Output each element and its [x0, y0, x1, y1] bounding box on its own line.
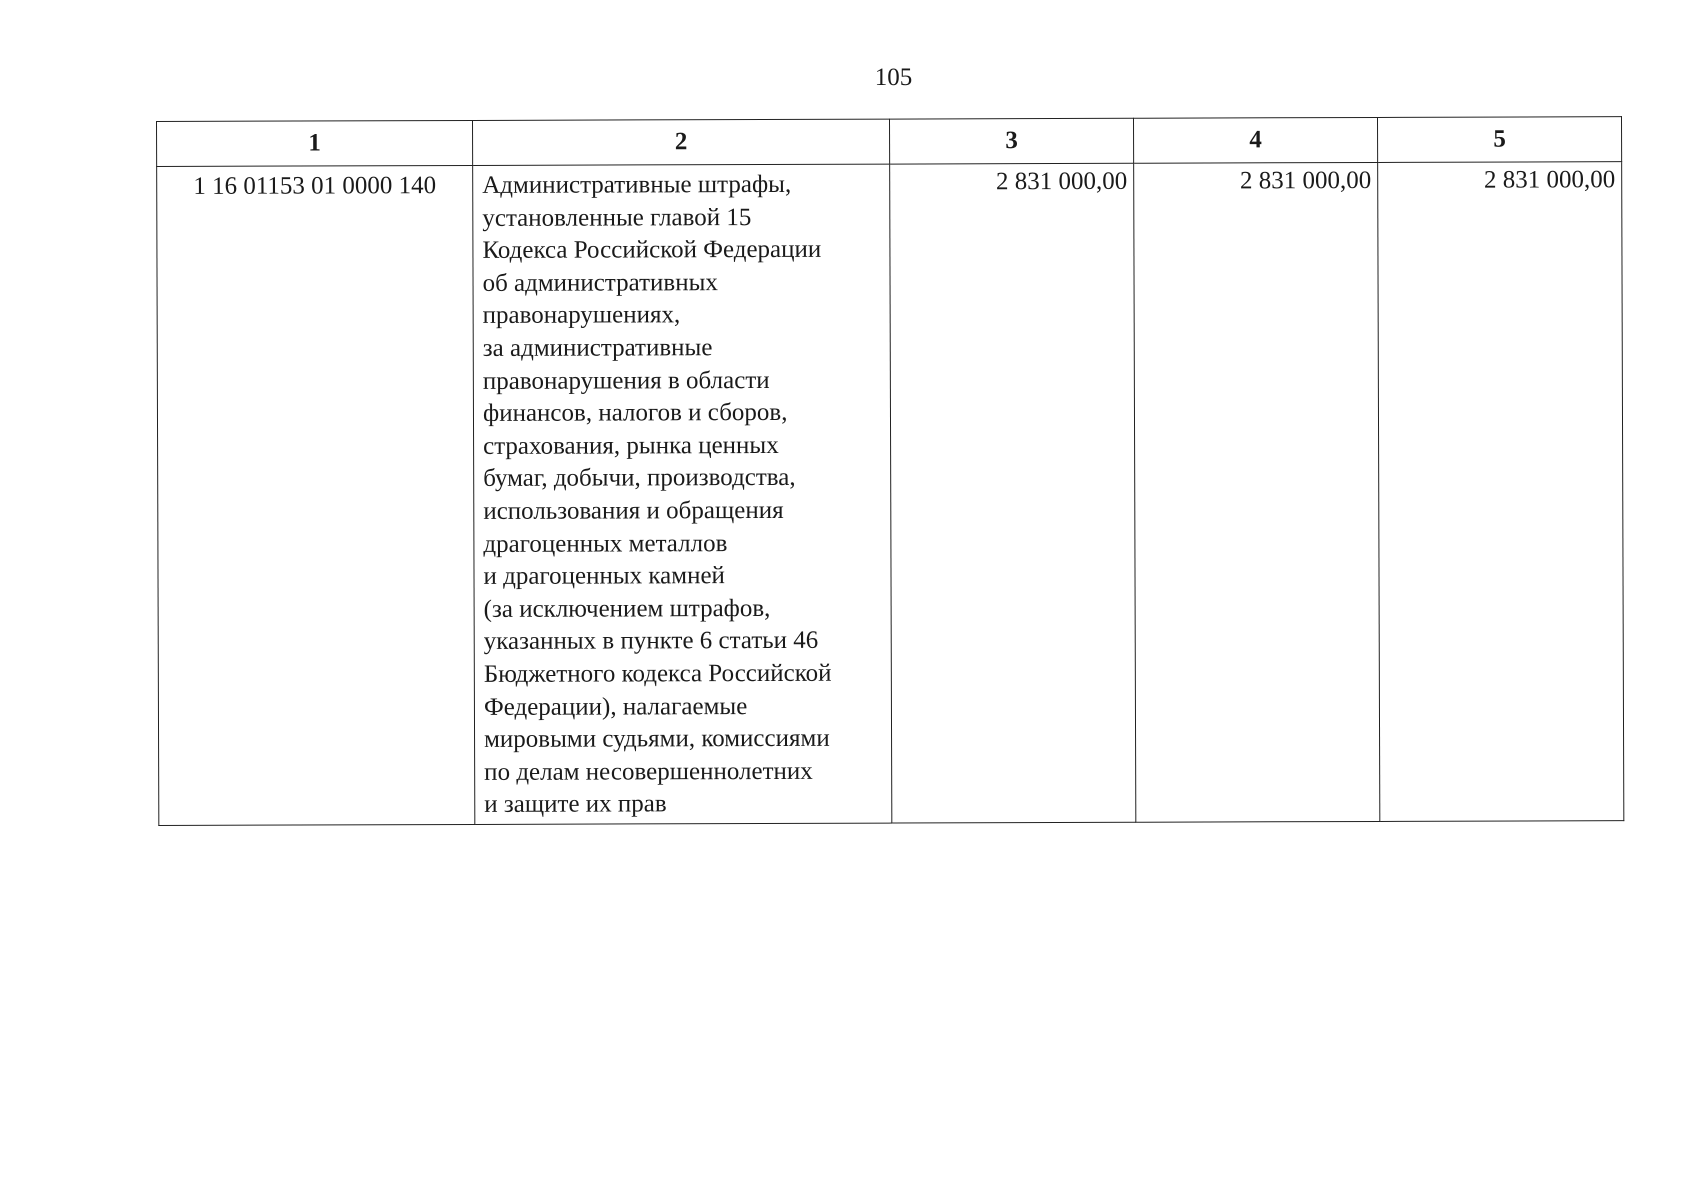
- description-line: правонарушениях,: [482, 301, 681, 330]
- description-line: Административные штрафы,: [482, 170, 792, 199]
- description-line: мировыми судьями, комиссиями: [484, 724, 830, 754]
- description-line: (за исключением штрафов,: [483, 594, 771, 623]
- amount-column-5: 2 831 000,00: [1378, 162, 1624, 822]
- description-line: драгоценных металлов: [483, 529, 728, 558]
- description-line: Федерации), налагаемые: [483, 692, 748, 721]
- description-line: и защите их прав: [484, 790, 667, 819]
- description-line: правонарушения в области: [482, 366, 770, 395]
- description-line: Бюджетного кодекса Российской: [483, 659, 832, 688]
- column-header-amount-3: 3: [889, 118, 1133, 164]
- amount-column-4: 2 831 000,00: [1134, 162, 1380, 822]
- description-line: по делам несовершеннолетних: [484, 757, 813, 786]
- budget-revenue-table: [156, 116, 1624, 826]
- column-header-name: 2: [472, 119, 889, 165]
- description-line: указанных в пункте 6 статьи 46: [483, 627, 819, 656]
- column-header-code: 1: [157, 120, 473, 166]
- description-line: за административные: [482, 334, 713, 362]
- table-row: [157, 162, 1624, 826]
- description-line: об административных: [482, 268, 718, 297]
- description-line: использования и обращения: [483, 496, 784, 525]
- description-line: установленные главой 15: [482, 203, 752, 232]
- amount-column-3: 2 831 000,00: [890, 163, 1136, 823]
- description-line: Кодекса Российской Федерации: [482, 235, 822, 265]
- revenue-description: [473, 164, 892, 824]
- description-line: финансов, налогов и сборов,: [482, 399, 788, 428]
- page-number: 105: [874, 64, 913, 91]
- budget-classification-code: 1 16 01153 01 0000 140: [157, 165, 475, 825]
- description-line: страхования, рынка ценных: [483, 431, 779, 460]
- description-line: бумаг, добычи, производства,: [483, 464, 796, 493]
- table-header-row: [157, 117, 1622, 167]
- column-header-amount-5: 5: [1377, 117, 1621, 163]
- column-header-amount-4: 4: [1133, 117, 1377, 163]
- description-line: и драгоценных камней: [483, 562, 725, 591]
